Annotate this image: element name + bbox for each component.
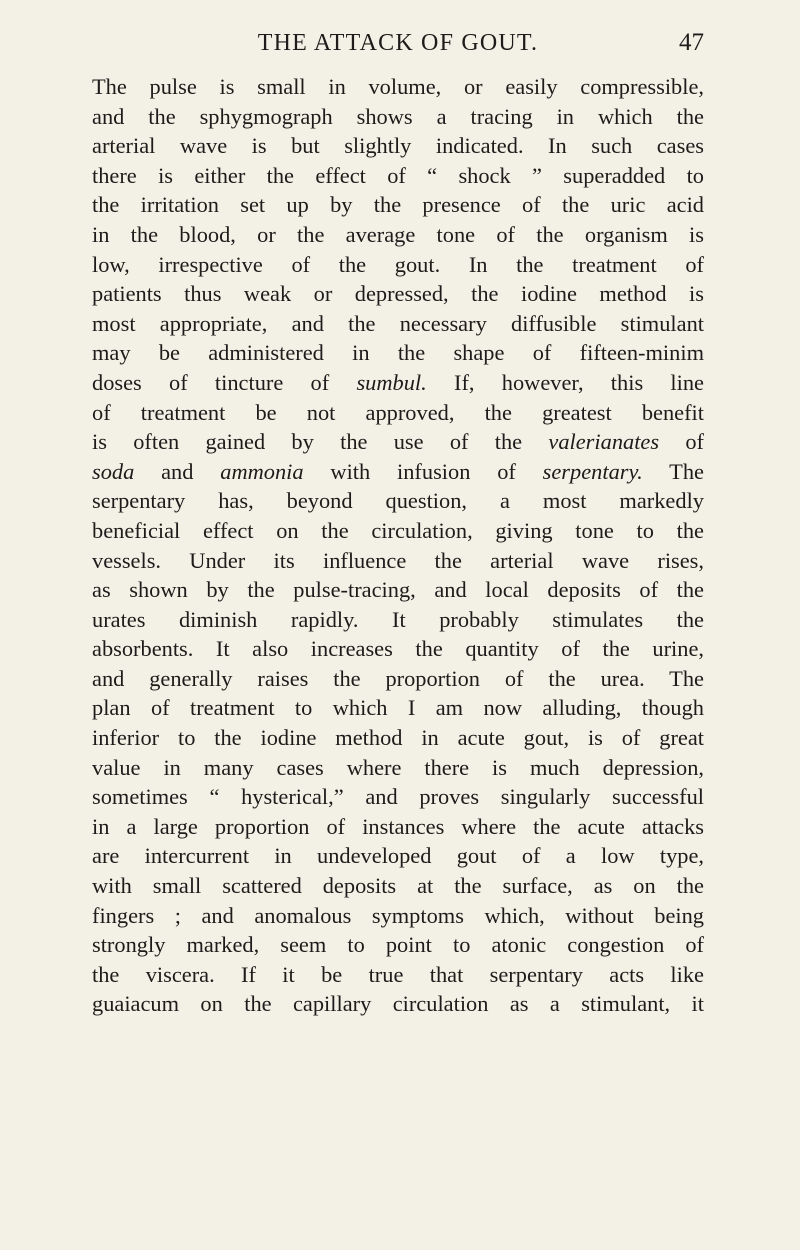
text-segment: the irritation set up by the presence of the uric acid bbox=[92, 192, 704, 218]
text-line bbox=[92, 605, 704, 635]
text-line bbox=[92, 338, 704, 368]
text-segment: may be administered in the shape of fifteen-minim bbox=[92, 340, 704, 366]
text-line bbox=[92, 368, 704, 398]
page-number: 47 bbox=[679, 29, 704, 56]
text-line bbox=[92, 841, 704, 871]
text-segment: of treatment be not approved, the greatest benefit bbox=[92, 399, 704, 425]
text-line bbox=[92, 723, 704, 753]
text-line bbox=[92, 427, 704, 457]
text-line bbox=[92, 102, 704, 132]
text-line bbox=[92, 220, 704, 250]
text-line bbox=[92, 190, 704, 220]
text-segment: urates diminish rapidly. It probably stimulates the bbox=[92, 606, 704, 632]
text-line bbox=[92, 634, 704, 664]
text-line bbox=[92, 398, 704, 428]
text-line bbox=[92, 960, 704, 990]
text-segment: and generally raises the proportion of the urea. The bbox=[92, 665, 704, 691]
text-segment: patients thus weak or depressed, the iodine method is bbox=[92, 281, 704, 307]
text-line bbox=[92, 309, 704, 339]
italic-text: serpentary. bbox=[542, 458, 643, 484]
text-segment: with small scattered deposits at the surface, as on the bbox=[92, 873, 704, 899]
text-line bbox=[92, 161, 704, 191]
text-line bbox=[92, 782, 704, 812]
text-line bbox=[92, 930, 704, 960]
text-segment: sometimes “ hysterical,” and proves singularly successful bbox=[92, 784, 704, 810]
text-segment: most appropriate, and the necessary diffusible stimulant bbox=[92, 310, 704, 336]
text-segment: absorbents. It also increases the quantity of the urine, bbox=[92, 636, 704, 662]
text-line bbox=[92, 871, 704, 901]
italic-text: sumbul. bbox=[356, 369, 427, 395]
text-line bbox=[92, 693, 704, 723]
text-segment: The bbox=[642, 458, 704, 484]
body-paragraph bbox=[92, 72, 704, 1019]
italic-text: ammonia bbox=[220, 458, 304, 484]
text-line bbox=[92, 901, 704, 931]
text-segment: and the sphygmograph shows a tracing in which the bbox=[92, 103, 704, 129]
text-segment: value in many cases where there is much depression, bbox=[92, 754, 704, 780]
text-segment: and bbox=[134, 458, 221, 484]
text-segment: in the blood, or the average tone of the organism is bbox=[92, 221, 704, 247]
text-segment: inferior to the iodine method in acute gout, is of great bbox=[92, 725, 704, 751]
text-line bbox=[92, 131, 704, 161]
text-segment: the viscera. If it be true that serpentary acts like bbox=[92, 961, 704, 987]
text-segment: fingers ; and anomalous symptoms which, without being bbox=[92, 902, 704, 928]
text-segment: If, however, this line bbox=[426, 369, 704, 395]
text-segment: strongly marked, seem to point to atonic congestion of bbox=[92, 932, 704, 958]
text-line bbox=[92, 546, 704, 576]
text-segment: beneficial effect on the circulation, giving tone to the bbox=[92, 517, 704, 543]
text-segment: there is either the effect of “ shock ” superadded to bbox=[92, 162, 704, 188]
text-line bbox=[92, 989, 704, 1019]
text-line bbox=[92, 575, 704, 605]
text-segment: low, irrespective of the gout. In the treatment of bbox=[92, 251, 704, 277]
text-segment: The pulse is small in volume, or easily compressible, bbox=[92, 74, 704, 99]
text-segment: as shown by the pulse-tracing, and local deposits of the bbox=[92, 577, 704, 603]
text-segment: is often gained by the use of the bbox=[92, 429, 549, 455]
text-segment: plan of treatment to which I am now alluding, though bbox=[92, 695, 704, 721]
text-line bbox=[92, 812, 704, 842]
text-segment: guaiacum on the capillary circulation as a stimulant, it bbox=[92, 991, 704, 1017]
text-line bbox=[92, 279, 704, 309]
text-line bbox=[92, 516, 704, 546]
text-line bbox=[92, 250, 704, 280]
text-line bbox=[92, 486, 704, 516]
text-line bbox=[92, 457, 704, 487]
italic-text: valerianates bbox=[548, 429, 660, 455]
text-segment: doses of tincture of bbox=[92, 369, 357, 395]
page-title: THE ATTACK OF GOUT. bbox=[257, 30, 539, 56]
text-segment: arterial wave is but slightly indicated. In such cases bbox=[92, 133, 704, 159]
text-segment: serpentary has, beyond question, a most markedly bbox=[92, 488, 704, 514]
text-line bbox=[92, 72, 704, 102]
text-segment: with infusion of bbox=[303, 458, 543, 484]
italic-text: soda bbox=[92, 458, 135, 484]
running-head bbox=[92, 26, 704, 60]
text-segment: are intercurrent in undeveloped gout of a low type, bbox=[92, 843, 704, 869]
text-segment: in a large proportion of instances where the acute attacks bbox=[92, 813, 704, 839]
text-segment: of bbox=[659, 429, 704, 455]
text-line bbox=[92, 664, 704, 694]
text-segment: vessels. Under its influence the arterial wave rises, bbox=[92, 547, 704, 573]
text-line bbox=[92, 753, 704, 783]
